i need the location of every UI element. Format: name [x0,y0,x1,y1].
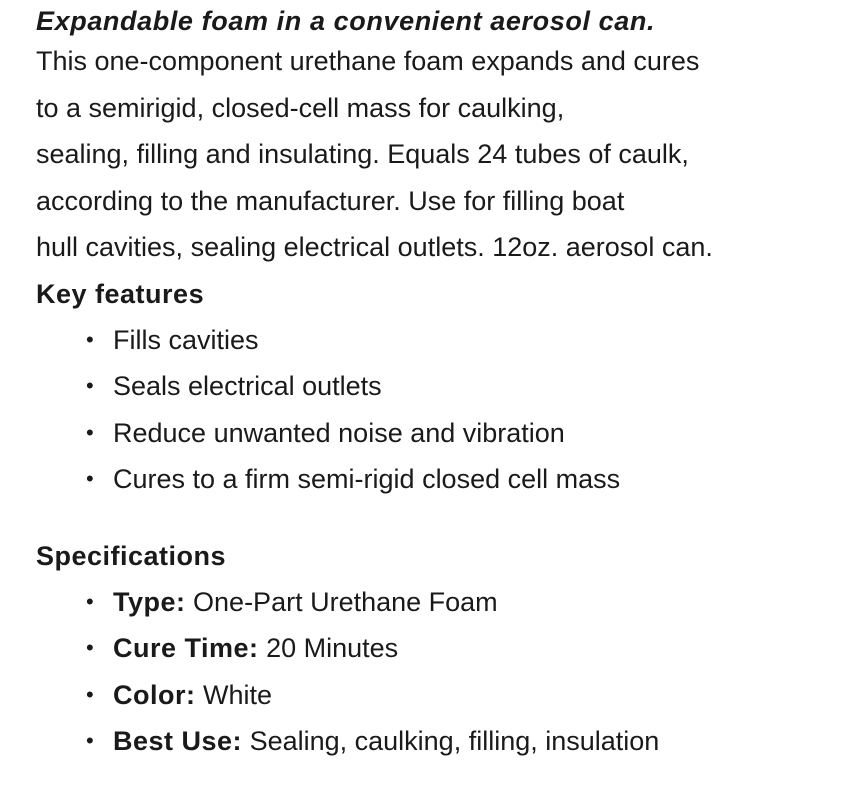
bullet-icon: • [86,419,94,445]
description-line: sealing, filling and insulating. Equals 24 tubes of caulk, [36,139,689,169]
key-features-heading: Key features [36,278,205,309]
bullet-icon: • [86,373,94,398]
list-item [86,363,836,410]
bullet-icon: • [86,681,94,707]
list-item [86,625,836,672]
specifications-heading: Specifications [36,540,227,571]
list-item [86,410,836,457]
feature-text: Cures to a firm semi-rigid closed cell mass [113,464,621,494]
bullet-icon: • [86,588,94,614]
feature-text: Seals electrical outlets [113,371,382,401]
bullet-icon: • [86,635,94,660]
bullet-icon: • [86,466,94,491]
spec-value: White [203,679,273,710]
bullet-icon: • [86,326,94,352]
product-description [36,4,836,765]
spec-label: Cure Time: [113,633,259,663]
spec-value: One-Part Urethane Foam [193,586,498,617]
key-features-list [36,317,836,503]
description-line: according to the manufacturer. Use for filling boat [36,185,625,216]
spec-label: Best Use: [113,726,243,756]
headline: Expandable foam in a convenient aerosol can. [36,6,656,36]
spec-label: Color: [113,679,196,710]
list-item [86,718,836,765]
list-item [86,579,836,626]
list-item [86,456,836,503]
list-item [86,672,836,719]
spec-label: Type: [113,586,186,617]
specifications-list [36,579,836,765]
feature-text: Reduce unwanted noise and vibration [113,417,565,448]
description-paragraph [36,38,836,271]
spec-value: 20 Minutes [266,633,399,663]
spec-value: Sealing, caulking, filling, insulation [249,726,660,756]
description-line: to a semirigid, closed-cell mass for caulking, [36,92,565,123]
description-line: This one-component urethane foam expands and cures [36,46,700,76]
bullet-icon: • [86,728,94,753]
description-line: hull cavities, sealing electrical outlets. 12oz. aerosol can. [36,232,713,262]
list-item [86,317,836,364]
feature-text: Fills cavities [113,324,259,355]
